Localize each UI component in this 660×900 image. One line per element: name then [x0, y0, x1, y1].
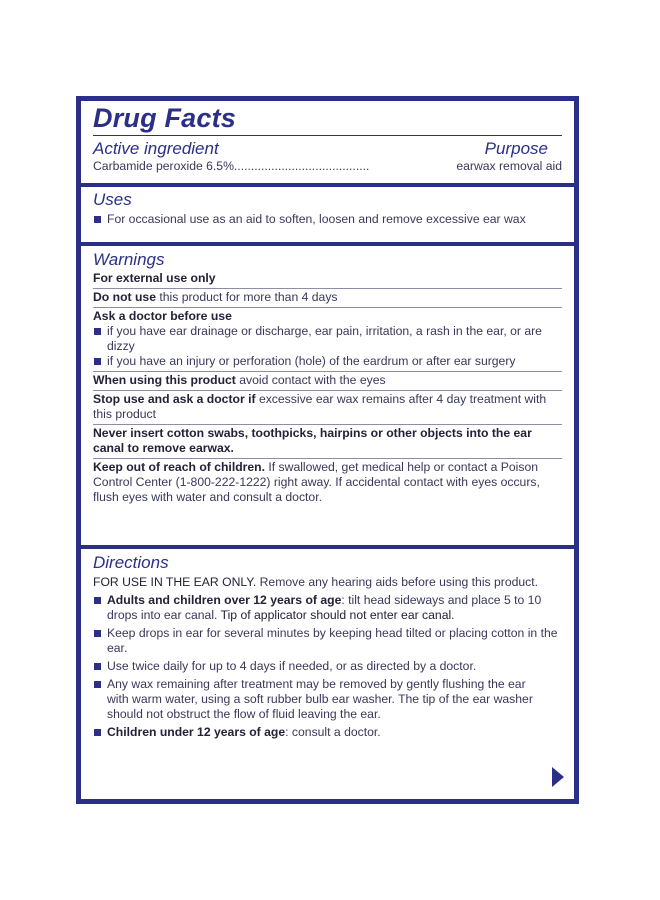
purpose-heading: Purpose: [484, 139, 548, 158]
directions-item: Any wax remaining after treatment may be removed by gently flushing the ear with warm water, using a soft rubber bulb ear washer. The tip of the ear washer should not obstruct the flow of fluid leaving the ear.: [93, 677, 562, 722]
keep-out-of-reach: Keep out of reach of children. If swallowed, get medical help or contact a Poison Control Center (1-800-222-1222) right away. If accidental contact with eyes occurs, flush eyes with water and consult a doctor.: [93, 460, 540, 504]
directions-item: Keep drops in ear for several minutes by keeping head tilted or placing cotton in the ear.: [93, 626, 562, 656]
directions-section: [81, 549, 574, 799]
stop-use: Stop use and ask a doctor if excessive ear wax remains after 4 day treatment with this product: [93, 391, 562, 425]
ask-doctor-item: if you have an injury or perforation (hole) of the eardrum or after ear surgery: [93, 354, 562, 369]
directions-adults: Adults and children over 12 years of age: tilt head sideways and place 5 to 10 drops into ear canal. Tip of applicator should not enter ear canal.: [93, 593, 562, 623]
ask-doctor-heading: Ask a doctor before use: [93, 309, 232, 323]
ingredient-row: [93, 159, 562, 174]
ingredient-leader: ........................................: [233, 159, 370, 173]
never-insert-warning: Never insert cotton swabs, toothpicks, hairpins or other objects into the ear canal to remove earwax.: [93, 425, 562, 459]
warnings-section: [81, 246, 574, 545]
uses-heading: Uses: [93, 190, 132, 209]
directions-item: Use twice daily for up to 4 days if needed, or as directed by a doctor.: [93, 659, 562, 674]
when-using: When using this product avoid contact with the eyes: [93, 372, 562, 391]
warnings-heading: Warnings: [93, 250, 165, 269]
directions-intro: FOR USE IN THE EAR ONLY. Remove any hearing aids before using this product.: [93, 575, 539, 589]
uses-item: For occasional use as an aid to soften, loosen and remove excessive ear wax: [93, 212, 562, 227]
continue-arrow-icon: [552, 767, 564, 787]
drug-facts-panel: [76, 96, 579, 804]
do-not-use: Do not use this product for more than 4 days: [93, 289, 562, 308]
active-ingredient-section: [81, 101, 574, 183]
ingredient-purpose: earwax removal aid: [456, 159, 562, 173]
uses-section: [81, 187, 574, 242]
directions-heading: Directions: [93, 553, 169, 572]
external-use-only: For external use only: [93, 270, 562, 289]
active-ingredient-heading: Active ingredient: [93, 139, 219, 158]
drug-facts-title: Drug Facts: [93, 103, 237, 133]
directions-children: Children under 12 years of age: consult a doctor.: [93, 725, 562, 740]
ask-doctor-item: if you have ear drainage or discharge, ear pain, irritation, a rash in the ear, or are dizzy: [93, 324, 562, 354]
ingredient-name: Carbamide peroxide 6.5%: [93, 159, 234, 173]
